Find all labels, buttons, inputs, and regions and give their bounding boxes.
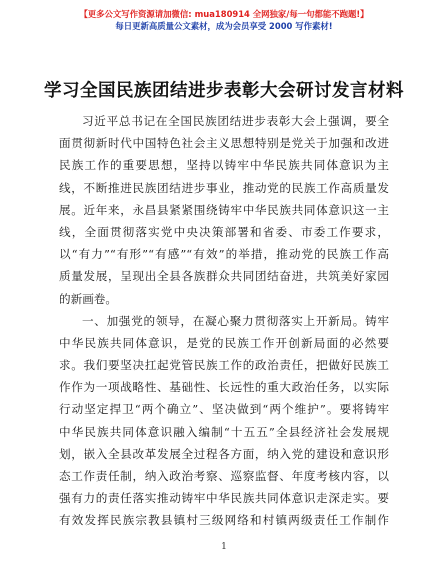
paragraph-line: 行动坚定捍卫“两个确立”、坚决做到“两个维护”。要将铸牢 — [59, 402, 389, 417]
paragraph-line: 作作为一项战略性、基础性、长远性的重大政治任务，以实际 — [59, 380, 389, 395]
paragraph-line: 中华民族共同体意识，是党的民族工作开创新局面的必然要 — [59, 335, 389, 350]
paragraph-line: 强有力的责任落实推动铸牢中华民族共同体意识走深走实。要 — [59, 491, 389, 506]
paragraph-line: 质量发展，呈现出全县各族群众共同团结奋进，共筑美好家园 — [59, 269, 389, 284]
paragraph-line: 民族工作的重要思想，坚持以铸牢中华民族共同体意识为主 — [59, 158, 389, 173]
paragraph-line: 以“有力”“有形”“有感”“有效”的举措，推动党的民族工作高 — [59, 247, 389, 262]
paragraph-line: 面贯彻新时代中国特色社会主义思想特别是党关于加强和改进 — [59, 136, 389, 151]
paragraph-line: 态工作责任制，纳入政治考察、巡察监督、年度考核内容，以 — [59, 469, 389, 483]
paragraph-line: 中华民族共同体意识融入编制“十五五”全县经济社会发展规 — [59, 424, 389, 439]
page-number: 1 — [221, 542, 227, 552]
banner-promo-line: 【更多公文写作资源请加微信: mua180914 全网独家/每一句都能不跑题!】 — [79, 9, 369, 19]
document-body — [59, 110, 389, 532]
paragraph-line: 习近平总书记在全国民族团结进步表彰大会上强调，要全 — [82, 114, 389, 128]
paragraph-line: 的新画卷。 — [59, 291, 117, 306]
header-banner — [0, 8, 448, 32]
paragraph-line: 求。我们要坚决扛起党管民族工作的政治责任，把做好民族工 — [59, 358, 389, 373]
paragraph-2 — [59, 310, 389, 532]
document-title: 学习全国民族团结进步表彰大会研讨发言材料 — [44, 81, 404, 101]
paragraph-line: 有效发挥民族宗教县镇村三级网络和村镇两级责任工作制作 — [59, 513, 389, 528]
paragraph-line: 展。近年来，永昌县紧紧围绕铸牢中华民族共同体意识这一主 — [59, 202, 389, 217]
paragraph-line: 一、加强党的领导，在凝心聚力贯彻落实上开新局。铸牢 — [82, 313, 389, 328]
paragraph-line: 线，全面贯彻落实党中央决策部署和省委、市委工作要求， — [59, 224, 389, 239]
paragraph-1 — [59, 110, 389, 310]
banner-membership-line: 每日更新高质量公文素材，成为会员享受 2000 写作素材! — [115, 21, 333, 31]
paragraph-line: 划，嵌入全县改革发展全过程各方面，纳入党的建设和意识形 — [59, 446, 389, 461]
paragraph-line: 线，不断推进民族团结进步事业，推动党的民族工作高质量发 — [59, 180, 389, 195]
